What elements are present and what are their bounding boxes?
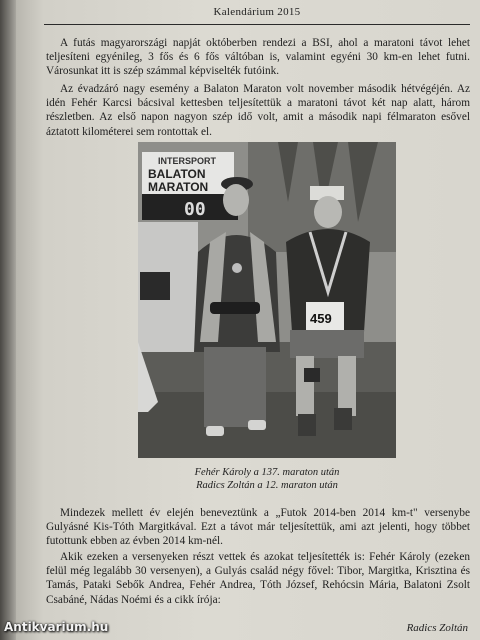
race-clock-digits: 00: [184, 199, 206, 220]
author-signature: Radics Zoltán: [406, 622, 468, 634]
book-binding-edge: [0, 0, 16, 640]
caption-line-2: Radics Zoltán a 12. maraton után: [196, 480, 338, 491]
watermark: Antikvarium.hu: [4, 620, 109, 634]
runners-photo-illustration: [138, 142, 396, 458]
caption-line-1: Fehér Károly a 137. maraton után: [194, 467, 340, 478]
sign-brand-text: INTERSPORT: [158, 156, 217, 166]
running-header: [44, 2, 470, 25]
paragraph-4: Akik ezeken a versenyeken részt vettek és azokat teljesítették is: Fehér Károly (ezeken felül még legalább 30 versenyen), a Gulyás család négy fővel: Tibor, Margitka, Krisztina és Tamás, Pataki Sebők Andrea, Fehér Andrea, Tóth József, Rehócsin Mária, Balatoni Zsolt Csabáné, Nádas Noémi és a cikk írója:: [46, 551, 470, 606]
paragraph-3: Mindezek mellett év elején beneveztünk a „Futok 2014-ben 2014 km-t" versenybe Gulyásné Kis-Tóth Margitkával. Ezt a távot már teljesítettük, ami azt jelenti, hogy többet futottunk ebben az évben 2014 km-nél.: [46, 507, 470, 548]
bib-number: 459: [310, 311, 332, 326]
marathon-photo: [138, 142, 396, 458]
photo-caption: [138, 466, 396, 492]
paragraph-2: Az évadzáró nagy esemény a Balaton Maraton volt november második hétvégéjén. Az idén Fehér Karcsi bácsival kettesben teljesítettük a maratoni távot két nap alatt, három részletben. Az első napon nagyon szép idő volt, amit a második napi félmaraton esővel áztatott kilométerei sem rontottak el.: [46, 83, 470, 138]
sign-line-2: MARATON: [148, 180, 209, 194]
paragraph-1: A futás magyarországi napját októberben rendezi a BSI, ahol a maratoni távot lehet teljesíteni egyénileg, 3 fős és 6 fős váltóban is, valamint egyéni 30 km-en lehet futni. Városunkat itt is szép számmal képviselték futóink.: [46, 37, 470, 78]
sign-line-1: BALATON: [148, 167, 206, 181]
header-title: Kalendárium 2015: [213, 6, 301, 18]
